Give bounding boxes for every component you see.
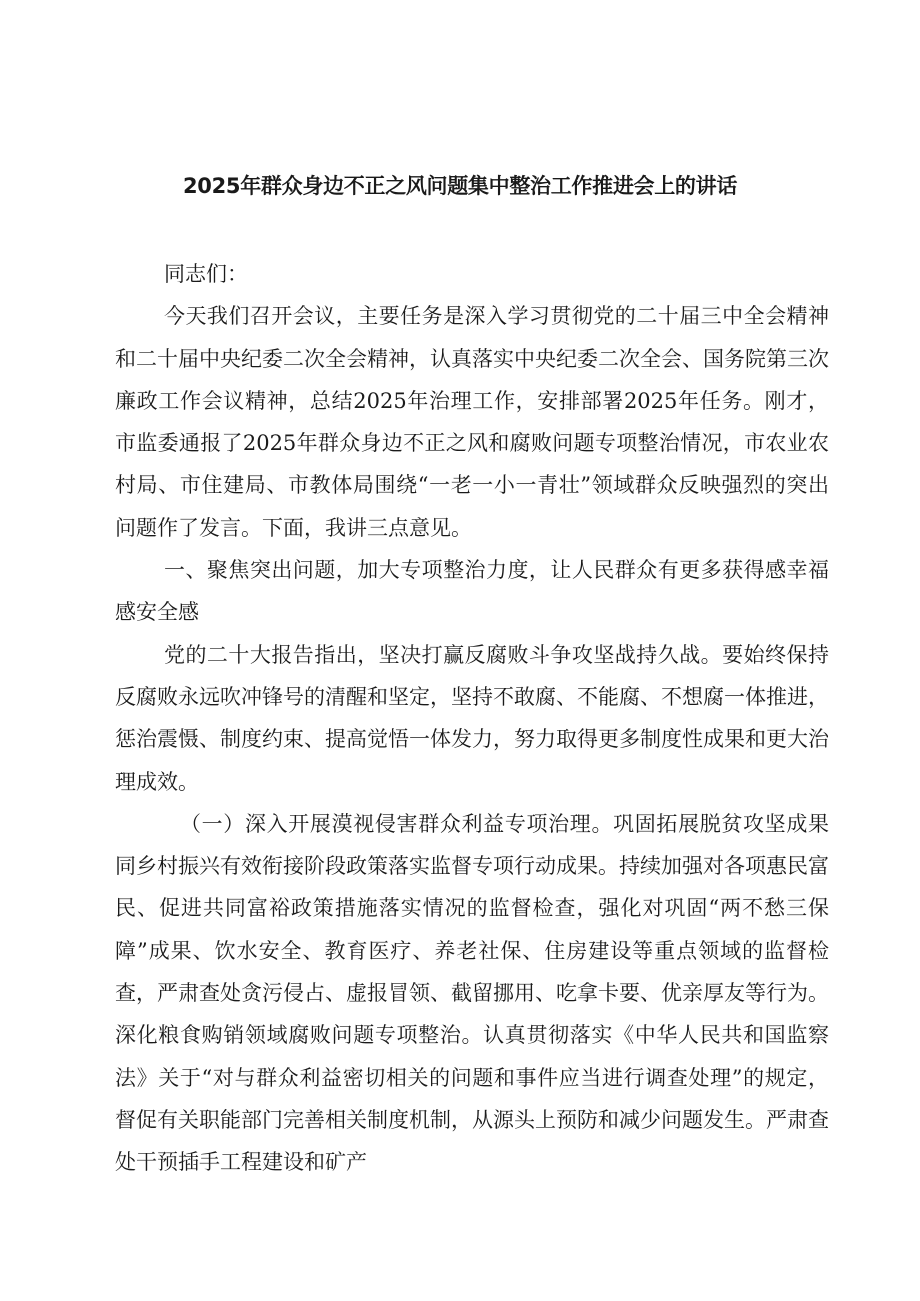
- document-title: 2025年群众身边不正之风问题集中整治工作推进会上的讲话: [182, 174, 738, 198]
- subsection-paragraph: （一）深入开展漠视侵害群众利益专项治理。巩固拓展脱贫攻坚成果同乡村振兴有效衔接阶段政策落实监督专项行动成果。持续加强对各项惠民富民、促进共同富裕政策措施落实情况的监督检查，强化对巩固“两不愁三保障”成果、饮水安全、教育医疗、养老社保、住房建设等重点领域的监督检查，严肃查处贪污侵占、虚报冒领、截留挪用、吃拿卡要、优亲厚友等行为。深化粮食购销领域腐败问题专项整治。认真贯彻落实《中华人民共和国监察法》关于“对与群众利益密切相关的问题和事件应当进行调查处理”的规定，督促有关职能部门完善相关制度机制，从源头上预防和减少问题发生。严肃查处干预插手工程建设和矿产: [115, 811, 829, 1175]
- opening-paragraph: 今天我们召开会议，主要任务是深入学习贯彻党的二十届三中全会精神和二十届中央纪委二次全会精神，认真落实中央纪委二次全会、国务院第三次廉政工作会议精神，总结2025年治理工作，安排部署2025年任务。刚才，市监委通报了2025年群众身边不正之风和腐败问题专项整治情况，市农业农村局、市住建局、市教体局围绕“一老一小一青壮”领域群众反映强烈的突出问题作了发言。下面，我讲三点意见。: [115, 304, 829, 540]
- document-body: [115, 253, 829, 1184]
- section-heading: 一、聚焦突出问题，加大专项整治力度，让人民群众有更多获得感幸福感安全感: [115, 558, 829, 625]
- section-paragraph: 党的二十大报告指出，坚决打赢反腐败斗争攻坚战持久战。要始终保持反腐败永远吹冲锋号的清醒和坚定，坚持不敢腐、不能腐、不想腐一体推进，惩治震慑、制度约束、提高觉悟一体发力，努力取得更多制度性成果和更大治理成效。: [115, 642, 829, 794]
- salutation: 同志们：: [164, 262, 248, 286]
